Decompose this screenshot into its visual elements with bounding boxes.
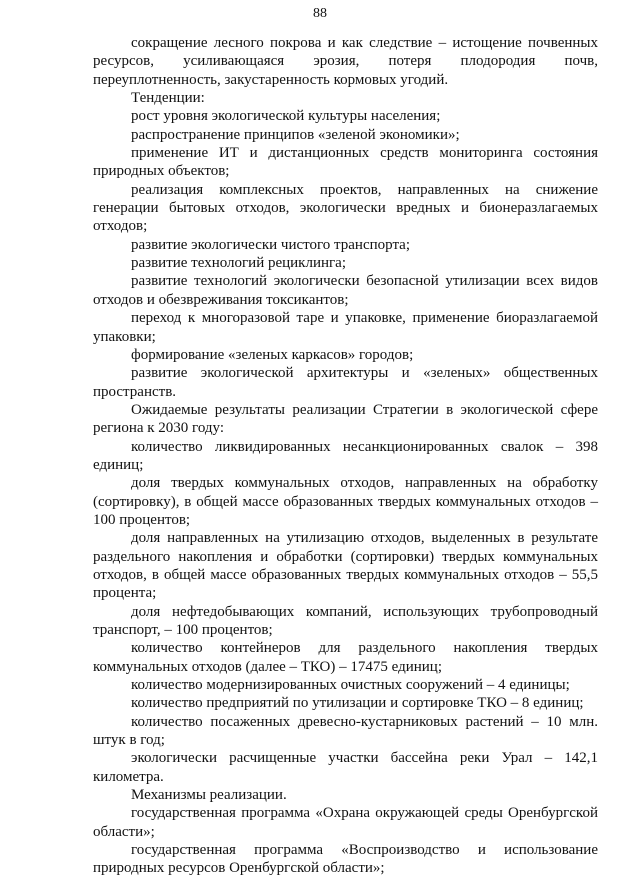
document-body: [93, 34, 598, 878]
paragraph-trends-heading: Тенденции:: [131, 90, 205, 107]
paragraph-expected-results: Ожидаемые результаты реализации Стратегии в экологической сфере региона к 2030 году:: [93, 401, 598, 437]
paragraph-mechanisms-heading: Механизмы реализации.: [131, 787, 287, 804]
list-item: формирование «зеленых каркасов» городов;: [131, 346, 414, 363]
list-item: государственная программа «Охрана окружающей среды Оренбургской области»;: [93, 805, 598, 840]
list-item: развитие технологий рециклинга;: [131, 255, 346, 272]
list-item: количество модернизированных очистных сооружений – 4 единицы;: [131, 677, 570, 694]
list-item: распространение принципов «зеленой экономики»;: [131, 126, 460, 143]
list-item: рост уровня экологической культуры населения;: [131, 108, 441, 125]
list-item: государственная программа «Воспроизводство и использование природных ресурсов Оренбургской области»;: [93, 842, 598, 877]
list-item: доля твердых коммунальных отходов, направленных на обработку (сортировку), в общей массе образованных твердых коммунальных отходов – 100 процентов;: [93, 475, 598, 528]
list-item: экологически расчищенные участки бассейна реки Урал – 142,1 километра.: [93, 750, 598, 785]
list-item: развитие экологически чистого транспорта;: [131, 236, 411, 253]
list-item: доля нефтедобывающих компаний, использующих трубопроводный транспорт, – 100 процентов;: [93, 603, 598, 638]
list-item: реализация комплексных проектов, направленных на снижение генерации бытовых отходов, экологически вредных и бионеразлагаемых отходов;: [93, 181, 598, 235]
list-item: количество контейнеров для раздельного накопления твердых коммунальных отходов (далее – ТКО) – 17475 единиц;: [93, 640, 598, 675]
paragraph-forest-decline: сокращение лесного покрова и как следствие – истощение почвенных ресурсов, усиливающаяся эрозия, потеря плодородия почв, переуплотненность, закустаренность кормовых угодий.: [93, 35, 598, 88]
list-item: переход к многоразовой таре и упаковке, применение биоразлагаемой упаковки;: [93, 310, 598, 345]
page-number: 88: [313, 6, 327, 21]
list-item: количество ликвидированных несанкционированных свалок – 398 единиц;: [93, 438, 598, 473]
list-item: доля направленных на утилизацию отходов, выделенных в результате раздельного накопления и обработки (сортировки) твердых коммунальных отходов, в общей массе образованных твердых коммунальных отходов – 55,5 процента;: [93, 530, 598, 602]
list-item: количество предприятий по утилизации и сортировке ТКО – 8 единиц;: [131, 695, 584, 712]
list-item: количество посаженных древесно-кустарниковых растений – 10 млн. штук в год;: [93, 713, 598, 749]
list-item: применение ИТ и дистанционных средств мониторинга состояния природных объектов;: [93, 145, 598, 180]
list-item: развитие технологий экологически безопасной утилизации всех видов отходов и обезвреживания токсикантов;: [93, 273, 598, 308]
list-item: развитие экологической архитектуры и «зеленых» общественных пространств.: [93, 365, 598, 400]
